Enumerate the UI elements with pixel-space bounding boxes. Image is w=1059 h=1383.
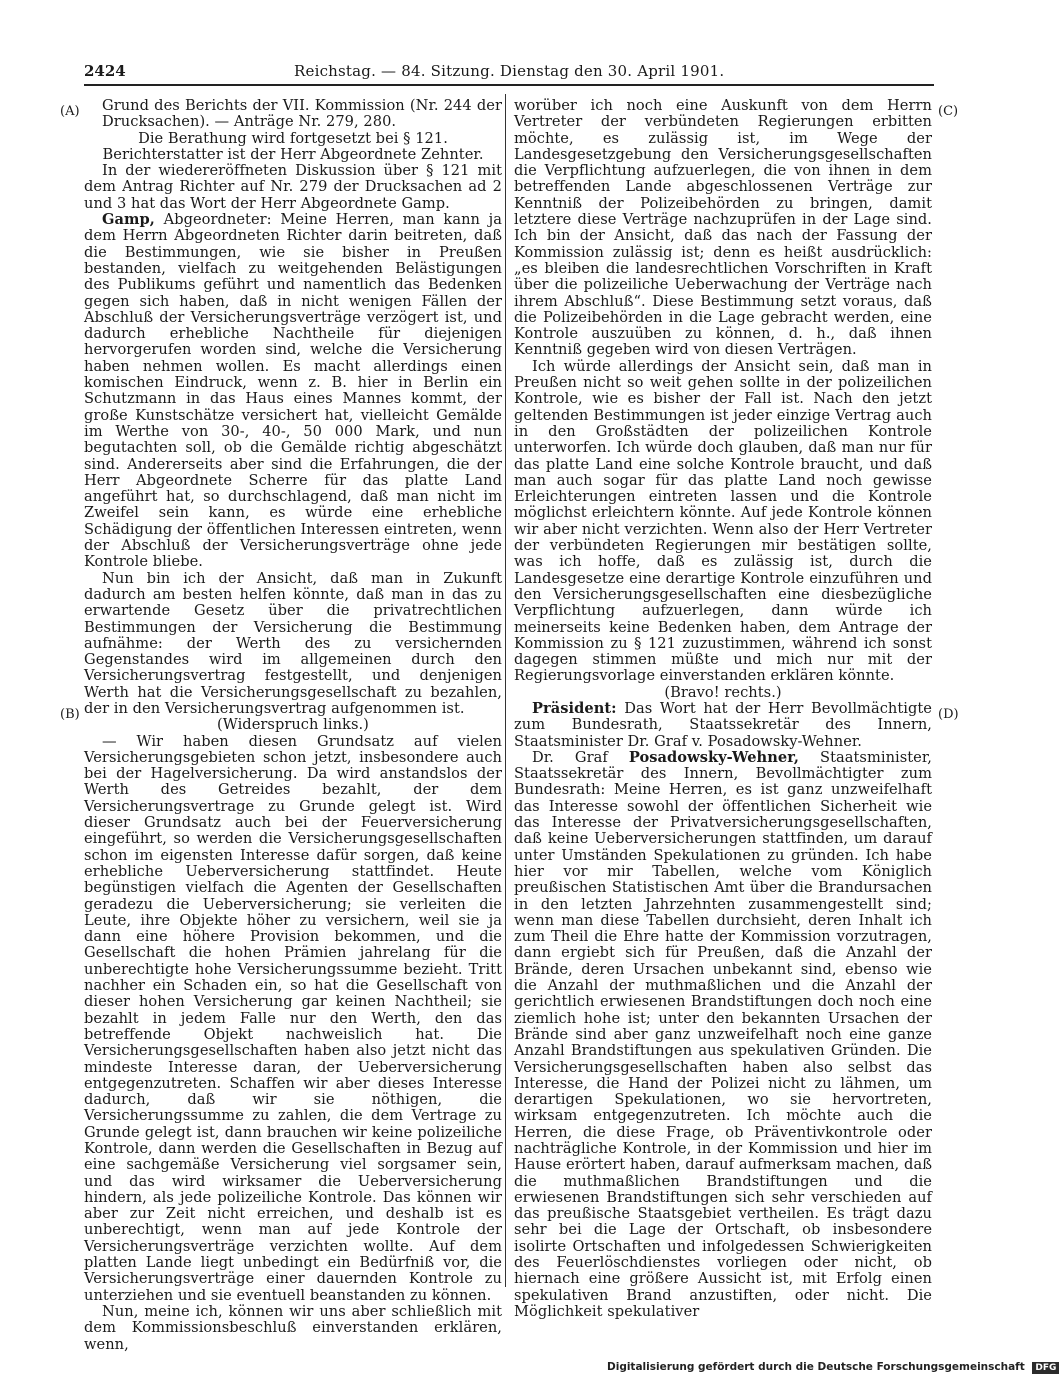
left-column [84, 98, 502, 1353]
speech-paragraph: Nun, meine ich, können wir uns aber schließlich mit dem Kommissionsbeschluß einverstanden erklären, wenn, [84, 1302, 502, 1353]
speech-text: Staatsminister, Staatssekretär des Innern, Bevollmächtigter zum Bundesrath: Meine Herren, es ist ganz unzweifelhaft das Interesse sowohl der öffentlichen Sicherheit wie das Interesse der Privatversicherungsgesellschaften, daß keine Ueberversicherungen stattfinden, um darauf unter Umständen Spekulationen zu gründen. Ich habe hier vor mir Tabellen, welche vom Königlich preußischen Statistischen Amt über die Brandursachen in den letzten Jahrzehnten zusammengestellt sind; wenn man diese Tabellen durchsieht, deren Inhalt ich zum Theil die Ehre hatte der Kommission vorzutragen, dann ergiebt sich für Preußen, daß die Anzahl der Brände, deren Ursachen unbekannt sind, ebenso wie die Anzahl der muthmaßlichen und die Anzahl der gerichtlich erwiesenen Brandstiftungen doch noch eine ziemlich hohe ist; unter den bekannten Ursachen der Brände sind aber ganz unzweifelhaft noch eine ganze Anzahl Brandstiftungen aus spekulativen Gründen. Die Versicherungsgesellschaften haben also selbst das Interesse, die Hand der Polizei nicht zu lähmen, um derartigen Spekulationen, wo sie hervortreten, wirksam entgegenzutreten. Ich möchte auch die Herren, die diese Frage, ob Präventivkontrole oder nachträgliche Kontrole, in der Kommission und hier im Hause erörtert haben, darauf aufmerksam machen, daß die muthmaßlichen Brandstiftungen und die erwiesenen Brandstiftungen sich sehr verschieden auf das preußische Staatsgebiet vertheilen. Es trägt dazu sehr bei die Lage der Ortschaft, ob insbesondere isolirte Ortschaften und infolgedessen Schwierigkeiten des Feuerlöschdienstes vorliegen oder nicht, ob hiernach eine größere Aussicht ist, mit Erfolg einen spekulativen Brand anzustiften, oder nicht. Die Möglichkeit spekulativer [514, 748, 932, 1320]
president-statement [514, 701, 932, 750]
speaker-name: Gamp, [102, 211, 155, 229]
speech-posadowsky [514, 750, 932, 1320]
right-column [514, 98, 932, 1320]
speech-text: Abgeordneter: Meine Herren, man kann ja dem Herrn Abgeordneten Richter darin beitreten, daß die Bestimmungen, wie sie bisher in Preußen bestanden, vielfach zu weitgehenden Belästigungen des Publikums geführt und namentlich das Bedenken gegen sich haben, daß in nicht wenigen Fällen der Abschluß der Versicherungsverträge verzögert ist, und dadurch erhebliche Nachtheile für diejenigen hervorgerufen worden sind, welche die Versicherung haben nehmen wollen. Es macht allerdings einen komischen Eindruck, wenn z. B. hier in Berlin ein Schutzmann in das Haus eines Mannes kommt, der große Kunstschätze versichert hat, vielleicht Gemälde im Werthe von 30-, 40-, 50 000 Mark, und nun begutachten soll, ob die Gemälde richtig abgeschätzt sind. Andererseits aber sind die Erfahrungen, die der Herr Abgeordnete Scherre für das platte Land angeführt hat, so durchschlagend, daß man nicht im Zweifel sein kann, es würde eine erhebliche Schädigung der öffentlichen Interessen eintreten, wenn der Abschluß der Versicherungsverträge ohne jede Kontrole bliebe. [84, 211, 502, 571]
margin-marker-d: (D) [938, 707, 959, 722]
speaker-name: Posadowsky-Wehner, [628, 748, 800, 766]
column-divider [505, 94, 506, 1287]
margin-marker-a: (A) [60, 104, 80, 119]
speech-paragraph: — Wir haben diesen Grundsatz auf vielen Versicherungsgebieten schon jetzt, insbesondere auch bei der Hagelversicherung. Da wird anstandslos der Werth des Getreides bezahlt, der dem Versicherungsvertrage zu Grunde gelegt ist. Wird dieser Grundsatz auch bei der Feuerversicherung eingeführt, so werden die Versicherungsgesellschaften schon im eigensten Interesse dafür sorgen, daß keine erhebliche Ueberversicherung stattfindet. Heute begünstigen vielfach die Agenten der Gesellschaften geradezu die Ueberversicherung; sie verleiten die Leute, ihre Objekte höher zu versichern, weil sie ja dann eine höhere Provision bekommen, und die Gesellschaft die hohen Prämien jahrelang für die unberechtigte hohe Versicherungssumme bezieht. Tritt nachher ein Schaden ein, so hat die Gesellschaft von dieser hohen Versicherung gar keinen Nachtheil; sie bezahlt in jedem Falle nur den Werth, den das betreffende Objekt nachweislich hat. Die Versicherungsgesellschaften haben also jetzt nicht das mindeste Interesse daran, der Ueberversicherung entgegenzutreten. Schaffen wir aber dieses Interesse dadurch, daß wir sie nöthigen, die Versicherungssumme zu zahlen, die dem Vertrage zu Grunde gelegt ist, dann brauchen wir keine polizeiliche Kontrole, dann werden die Gesellschaften in Bezug auf eine sachgemäße Versicherung viel sorgsamer sein, und das wird wirksamer die Ueberversicherung hindern, als jede polizeiliche Kontrole. Das können wir aber zur Zeit nicht erreichen, und deshalb ist es unberechtigt, wenn man auf jede Kontrole der Versicherungsverträge verzichten wollte. Auf dem platten Lande liegt unbedingt ein Bedürfniß vor, die Versicherungsverträge einer dauernden Kontrole zu unterziehen und sie eventuell beanstanden zu können. [84, 732, 502, 1304]
header-rule [84, 84, 934, 86]
speaker-prefix: Dr. Graf [532, 748, 629, 766]
interjection: (Bravo! rechts.) [664, 683, 782, 701]
speech-paragraph: worüber ich noch eine Auskunft von dem Herrn Vertreter der verbündeten Regierungen erbitten möchte, es zulässig ist, im Wege der Landesgesetzgebung den Versicherungsgesellschaften die Verpflichtung aufzuerlegen, die von ihnen in dem betreffenden Lande abgeschlossenen Verträge zur Kenntniß der Polizeibehörden zu bringen, damit letztere diese Verträge nachzuprüfen in der Lage sind. Ich bin der Ansicht, daß das nach der Fassung der Kommission zulässig ist; denn es heißt ausdrücklich: „es bleiben die landesrechtlichen Vorschriften in Kraft über die polizeiliche Ueberwachung der Verträge nach ihrem Abschluß“. Diese Bestimmung setzt voraus, daß die Polizeibehörden in die Lage gebracht werden, eine Kontrole auszuüben zu können, d. h., daß ihnen Kenntniß gegeben wird von diesen Verträgen. [514, 97, 932, 359]
speech-text: Das Wort hat der Herr Bevollmächtigte zum Bundesrath, Staatssekretär des Innern, Staatsminister Dr. Graf v. Posadowsky-Wehner. [514, 699, 932, 750]
discussion-intro: In der wiedereröffneten Diskussion über § 121 mit dem Antrag Richter auf Nr. 279 der Drucksachen ad 2 und 3 hat das Wort der Herr Abgeordnete Gamp. [84, 162, 502, 212]
debate-continued: Die Berathung wird fortgesetzt bei § 121. [138, 129, 448, 147]
footer-text: Digitalisierung gefördert durch die Deutsche Forschungsgemeinschaft [607, 1361, 1025, 1373]
page-number: 2424 [84, 62, 126, 80]
rapporteur-note: Berichterstatter ist der Herr Abgeordnete Zehnter. [102, 145, 484, 163]
agenda-item: Grund des Berichts der VII. Kommission (Nr. 244 der Drucksachen). — Anträge Nr. 279, 280. [102, 97, 502, 131]
speech-gamp [84, 212, 502, 571]
footer-credit [607, 1361, 1059, 1374]
running-title: Reichstag. — 84. Sitzung. Dienstag den 30. April 1901. [294, 62, 725, 80]
interjection: (Widerspruch links.) [217, 716, 369, 734]
margin-marker-c: (C) [938, 104, 959, 119]
margin-marker-b: (B) [60, 707, 80, 722]
speech-paragraph: Ich würde allerdings der Ansicht sein, daß man in Preußen nicht so weit gehen sollte in der polizeilichen Kontrole, wie es bisher der Fall ist. Nach den jetzt geltenden Bestimmungen ist jeder einzige Vertrag auch in den Großstädten der polizeilichen Kontrole unterworfen. Ich würde doch glauben, daß man nur für das platte Land eine solche Kontrole braucht, und daß man auch sogar für das platte Land noch gewisse Erleichterungen eintreten lassen und die Kontrole möglichst erleichtern könnte. Auf jede Kontrole können wir aber nicht verzichten. Wenn also der Herr Vertreter der verbündeten Regierungen mir bestätigen sollte, was ich hoffe, daß es zulässig ist, durch die Landesgesetze eine derartige Kontrole einzuführen und den Versicherungsgesellschaften eine diesbezügliche Verpflichtung aufzuerlegen, dann würde ich meinerseits keine Bedenken haben, dem Antrage der Kommission zu § 121 zuzustimmen, während ich sonst dagegen stimmen müßte und mich nur mit der Regierungsvorlage einverstanden erklären könnte. [514, 357, 932, 685]
speaker-name: Präsident: [532, 699, 617, 717]
speech-paragraph: Nun bin ich der Ansicht, daß man in Zukunft dadurch am besten helfen könnte, daß man in das zu erwartende Gesetz über die privatrechtlichen Bestimmungen der Versicherung die Bestimmung aufnähme: der Werth des zu versichernden Gegenstandes wird im allgemeinen durch den Versicherungsvertrag festgestellt, und denjenigen Werth hat die Versicherungsgesellschaft zu bezahlen, der in den Versicherungsvertrag aufgenommen ist. [84, 569, 502, 717]
dfg-logo: DFG [1032, 1362, 1059, 1374]
